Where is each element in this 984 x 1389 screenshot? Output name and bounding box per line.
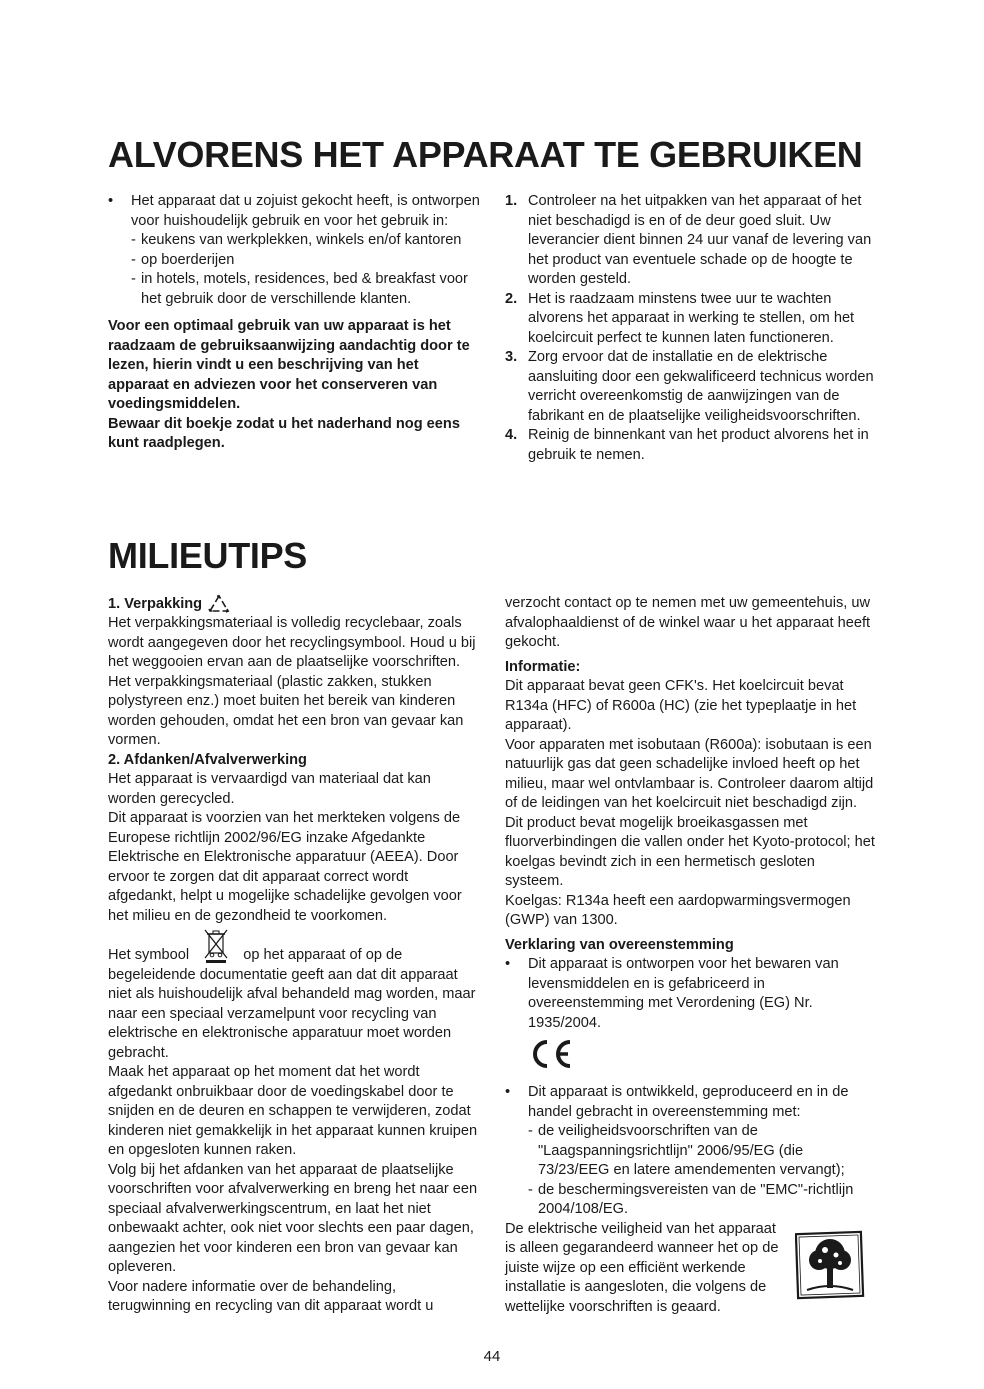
bullet-dot: • [108,193,114,209]
recycle-icon [206,594,232,614]
final-text: De elektrische veiligheid van het apparaat is alleen gegarandeerd wanneer het op de juiste wijze op een efficiënt werkende installatie is aangesloten, die volgens de wettelijke voorschriften is geaard. [505,1220,779,1315]
verklaring-heading: Verklaring van overeenstemming [505,936,734,953]
afdanken-text-1: Het apparaat is vervaardigd van materiaal dat kan worden gerecycled. [108,771,431,807]
sub-item: - de beschermingsvereisten van de "EMC"-richtlijn 2004/108/EG. [528,1181,854,1217]
sub-item: - op boerderijen [131,251,235,268]
info-text-4: Koelgas: R134a heeft een aardopwarmingsvermogen (GWP) van 1300. [505,892,851,928]
afdanken-text-2: Dit apparaat is voorzien van het merkteken volgens de Europese richtlijn 2002/96/EG inzake Afgedankte Elektrische en Elektronische apparatuur (AEEA). Door ervoor te zorgen dat dit apparaat correct wordt afgedankt, helpt u mogelijke schadelijke gevolgen voor het milieu en de gezondheid te voorkomen. [108,810,462,924]
sub-item: - keukens van werkplekken, winkels en/of kantoren [131,232,462,248]
section2-right-column [505,594,877,1317]
info-text-3: Dit product bevat mogelijk broeikasgassen met fluorverbindingen die vallen onder het Kyoto-protocol; het koelgas bevindt zich in een hermetisch gesloten systeem. [505,814,875,889]
afdanken-text-3: Maak het apparaat op het moment dat het wordt afgedankt onbruikbaar door de voedingskabel door te snijden en de deuren en schappen te verwijderen, zodat kinderen niet gemakkelijk in het apparaat kunnen kruipen en opgesloten kunnen raken. [108,1064,478,1159]
tree-icon [795,1230,865,1300]
numbered-item-4: 4. Reinig de binnenkant van het product alvorens het in gebruik te nemen. [505,427,869,463]
informatie-heading: Informatie: [505,658,581,675]
conformity-sub-list [505,1122,877,1220]
sub-item: - in hotels, motels, residences, bed & breakfast voor het gebruik door de verschillende klanten. [131,271,468,307]
conformity-bullet-2: • Dit apparaat is ontwikkeld, geproduceerd en in de handel gebracht in overeenstemming met: [505,1084,849,1120]
weee-bin-icon [199,926,233,964]
section1-left-column [108,192,480,454]
section1-right-column [505,192,877,465]
ce-mark-icon [528,1037,574,1071]
usage-bullet [108,192,480,231]
numbered-item-2: 2. Het is raadzaam minstens twee uur te wachten alvorens het apparaat in werking te stellen, om het koelcircuit perfect te kunnen laten functioneren. [505,290,855,346]
verpakking-text: Het verpakkingsmateriaal is volledig recyclebaar, zoals wordt aangegeven door het recyclingsymbool. Houd u bij het weggooien ervan aan de plaatselijke voorschriften. Het verpakkingsmateriaal (plastic zakken, stukken polystyreen enz.) moet buiten het bereik van kinderen worden gehouden, omdat het een bron van gevaar kan vormen. [108,615,476,749]
afdanken-text-4: Volg bij het afdanken van het apparaat de plaatselijke voorschriften voor afvalverwerking en breng het naar een speciaal afvalverwerkingscentrum, en laat het niet onbewaakt achter, ook niet voor slechts een paar dagen, aangezien het voor kinderen een bron van gevaar kan opleveren. [108,1161,478,1276]
sub-item: - de veiligheidsvoorschriften van de "Laagspanningsrichtlijn" 2006/95/EG (die 73/23/EEG en latere amendementen vervangt); [528,1123,845,1178]
usage-intro: Het apparaat dat u zojuist gekocht heeft, is ontworpen voor huishoudelijk gebruik en voor het gebruik in: [131,193,480,229]
conformity-bullet-1: • Dit apparaat is ontworpen voor het bewaren van levensmiddelen en is gefabriceerd in overeenstemming met Verordening (EG) Nr. 1935/2004. [505,956,839,1031]
info-text-1: Dit apparaat bevat geen CFK's. Het koelcircuit bevat R134a (HFC) of R600a (HC) (zie het typeplaatje in het apparaat). [505,678,857,733]
continued-text: verzocht contact op te nemen met uw gemeentehuis, uw afvalophaaldienst of de winkel waar u het apparaat heeft gekocht. [505,595,871,650]
ce-mark-wrap [505,1037,877,1077]
numbered-item-3: 3. Zorg ervoor dat de installatie en de elektrische aansluiting door een gekwalificeerd technicus worden verricht overeenkomstig de aanwijzingen van de fabrikant en de plaatselijke veiligheidsvoorschriften. [505,349,874,424]
section-title-alvorens: ALVORENS HET APPARAAT TE GEBRUIKEN [108,134,863,175]
page-number: 44 [483,1348,501,1365]
afdanken-text-5: Voor nadere informatie over de behandeling, terugwinning en recycling van dit apparaat wordt u [108,1278,434,1315]
section-title-milieutips: MILIEUTIPS [108,535,308,576]
advice-bold-2: Bewaar dit boekje zodat u het naderhand nog eens kunt raadplegen. [108,415,460,451]
symbool-text: Het symbool op het apparaat of op de begeleidende documentatie geeft aan dat dit apparaat niet als huishoudelijk afval behandeld mag worden, maar naar een speciaal verzamelpunt voor recycling van elektrische en elektronische apparatuur moet worden gebracht. [108,946,480,1063]
usage-sub-list [108,231,480,309]
section2-left-column [108,594,480,1317]
numbered-item-1: 1. Controleer na het uitpakken van het apparaat of het niet beschadigd is en of de deur goed sluit. Uw leverancier dient binnen 24 uur vanaf de levering van het product van eventuele schade op de hoogte te worden gesteld. [505,193,872,287]
info-text-2: Voor apparaten met isobutaan (R600a): isobutaan is een natuurlijk gas dat geen schadelijke invloed heeft op het milieu, maar wel ontvlambaar is. Controleer daarom altijd of de leidingen van het koelcircuit niet beschadigd zijn. [505,736,874,811]
afdanken-heading: 2. Afdanken/Afvalverwerking [108,751,307,768]
safety-block [505,1220,877,1318]
verpakking-heading: 1. Verpakking [108,594,480,614]
advice-bold-1: Voor een optimaal gebruik van uw apparaat is het raadzaam de gebruiksaanwijzing aandachtig door te lezen, hierin vindt u een beschrijving van het apparaat en adviezen voor het conserveren van voedingsmiddelen. [108,318,470,412]
